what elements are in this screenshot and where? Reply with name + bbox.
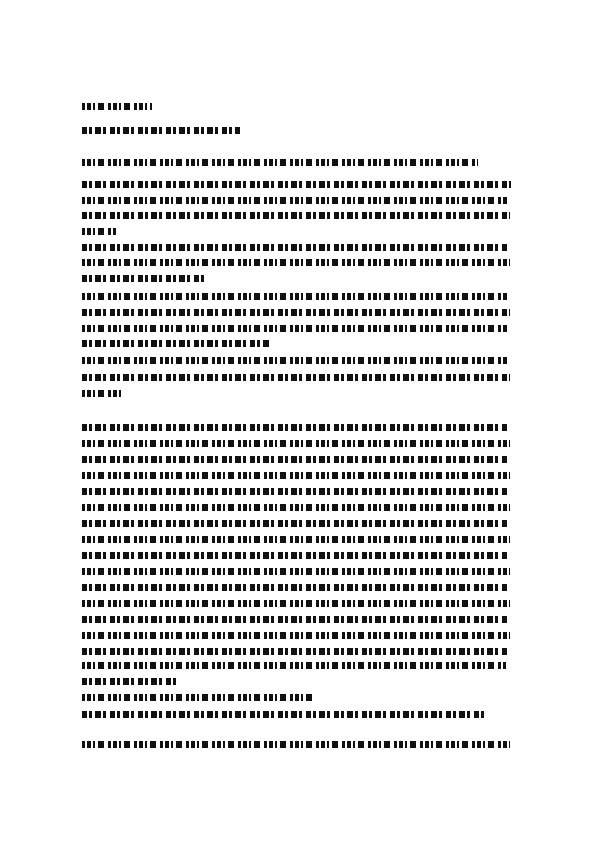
text-line — [82, 325, 508, 332]
text-line-heading-1 — [82, 103, 152, 110]
text-line — [82, 244, 509, 251]
text-line — [82, 456, 509, 463]
text-line — [82, 424, 509, 431]
text-line — [82, 197, 508, 204]
text-line — [82, 181, 511, 188]
text-line — [82, 259, 510, 266]
text-line — [82, 374, 510, 381]
text-line — [82, 616, 509, 623]
text-line — [82, 536, 510, 543]
text-line — [82, 694, 314, 701]
text-line — [82, 340, 270, 347]
text-line — [82, 309, 510, 316]
text-line — [82, 390, 124, 397]
text-line — [82, 711, 486, 718]
text-line — [82, 584, 509, 591]
text-line — [82, 472, 510, 479]
text-line — [82, 552, 509, 559]
text-line — [82, 159, 478, 166]
text-line — [82, 520, 509, 527]
text-line — [82, 678, 176, 685]
text-line — [82, 212, 510, 219]
text-line — [82, 504, 510, 511]
text-line — [82, 440, 510, 447]
text-line — [82, 293, 509, 300]
text-line — [82, 568, 510, 575]
text-line — [82, 275, 206, 282]
text-line — [82, 648, 509, 655]
text-line — [82, 600, 510, 607]
text-line — [82, 662, 506, 669]
text-line — [82, 741, 510, 748]
text-line — [82, 632, 510, 639]
text-line — [82, 488, 509, 495]
text-line-heading-2 — [82, 127, 240, 134]
text-line — [82, 357, 508, 364]
text-line — [82, 228, 116, 235]
